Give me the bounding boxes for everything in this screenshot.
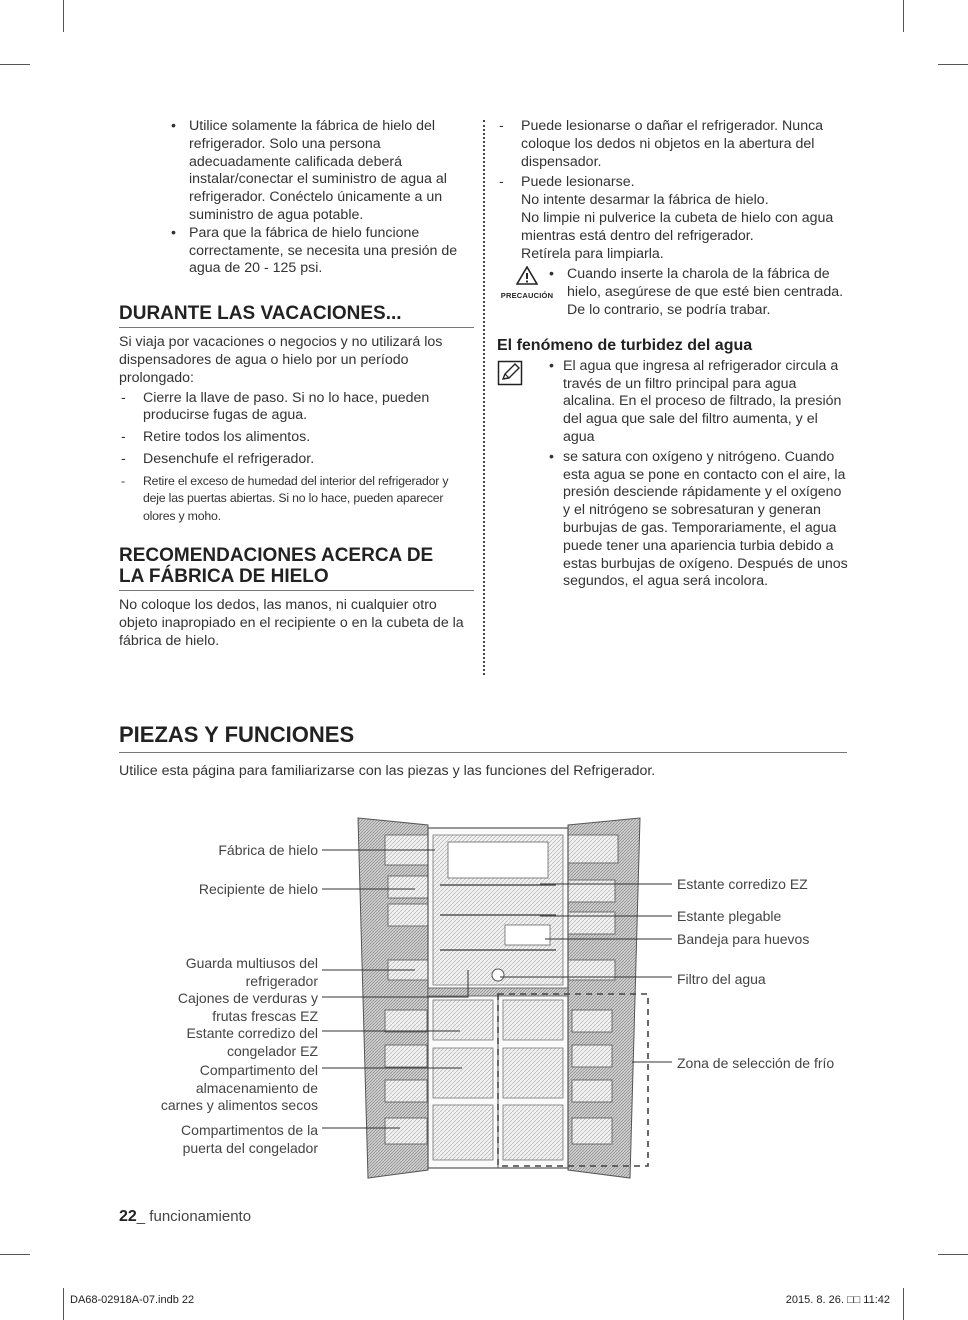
section-name: _ funcionamiento xyxy=(136,1208,252,1225)
list-item: - Retire el exceso de humedad del interior del refrigerador y deje las puertas abiertas. Si no lo hace, pueden aparecer olores y moho. xyxy=(119,473,474,525)
label-recipiente-hielo: Recipiente de hielo xyxy=(198,881,318,897)
page-footer xyxy=(119,1208,251,1226)
file-slug: DA68-02918A-07.indb 22 xyxy=(70,1294,195,1306)
piezas-intro: Utilice esta página para familiarizarse con las piezas y las funciones del Refrigerador. xyxy=(119,763,656,779)
list-item: - Retire todos los alimentos. xyxy=(119,429,474,447)
label-line: Estante corredizo del xyxy=(186,1025,318,1041)
list-item: • Para que la fábrica de hielo funcione correctamente, se necesita una presión de agua de 20 - 125 psi. xyxy=(119,225,474,278)
label-line: Cajones de verduras y xyxy=(177,990,318,1006)
piezas-heading: PIEZAS Y FUNCIONES xyxy=(119,722,847,753)
label-line: refrigerador xyxy=(245,972,318,989)
caution-text2: De lo contrario, se podría trabar. xyxy=(567,301,771,318)
label-zona-frio: Zona de selección de frío xyxy=(677,1055,835,1071)
list-item: - Desenchufe el refrigerador. xyxy=(119,451,474,469)
label-estante-plegable: Estante plegable xyxy=(677,908,782,924)
label-line: Compartimento del xyxy=(199,1062,318,1078)
label-compartimento-carnes xyxy=(161,1062,318,1115)
recomendaciones-heading-line1: RECOMENDACIONES ACERCA DE xyxy=(119,544,434,566)
list-item: • Utilice solamente la fábrica de hielo del refrigerador. Solo una persona adecuadamente calificada deberá instalar/conectar el suministro de agua al refrigerador. Conéctelo únicamente a un suministro de agua potable. xyxy=(119,118,474,225)
list-item-text: Puede lesionarse. xyxy=(521,174,635,191)
list-item: - Cierre la llave de paso. Si no lo hace, pueden producirse fugas de agua. xyxy=(119,390,474,426)
list-item: • Cuando inserte la charola de la fábrica de hielo, asegúrese de que esté bien centrada. xyxy=(497,266,849,302)
list-item-text: No intente desarmar la fábrica de hielo. xyxy=(521,192,769,209)
label-fabrica-hielo: Fábrica de hielo xyxy=(218,842,318,858)
label-line: congelador EZ xyxy=(226,1042,318,1059)
label-cajones-verduras xyxy=(178,990,318,1025)
list-item: • se satura con oxígeno y nitrógeno. Cuando esta agua se pone en contacto con el aire, la presión desciende rápidamente y el oxígeno y el nitrógeno se sobresaturan y generan burbujas de gas. Temporariamente, el agua puede tener una apariencia turbia debido a estas burbujas de oxígeno. Después de unos segundos, el agua será incolora. xyxy=(563,449,849,591)
vacaciones-intro: Si viaja por vacaciones o negocios y no utilizará los dispensadores de agua o hielo por un período prolongado: xyxy=(119,334,443,386)
label-line: Compartimentos de la xyxy=(181,1122,318,1138)
list-item: • El agua que ingresa al refrigerador circula a través de un filtro principal para agua alcalina. En el proceso de filtrado, la presión del agua que sale del filtro aumenta, y el agua xyxy=(563,358,849,447)
list-item: - Puede lesionarse o dañar el refrigerador. Nunca coloque los dedos ni objetos en la abertura del dispensador. xyxy=(497,118,849,171)
label-line: puerta del congelador xyxy=(182,1139,318,1156)
label-line: almacenamiento de xyxy=(195,1079,318,1096)
label-line: frutas frescas EZ xyxy=(212,1007,318,1024)
list-item-text: Retírela para limpiarla. xyxy=(521,245,664,262)
caution-label: PRECAUCIÓN xyxy=(500,291,554,301)
recomendaciones-text: No coloque los dedos, las manos, ni cualquier otro objeto inapropiado en el recipiente o en la cubeta de la fábrica de hielo. xyxy=(119,596,464,649)
recomendaciones-heading-line2: LA FÁBRICA DE HIELO xyxy=(119,565,329,587)
label-bandeja-huevos: Bandeja para huevos xyxy=(677,931,810,947)
label-filtro-agua: Filtro del agua xyxy=(677,971,766,987)
label-estante-corredizo: Estante corredizo EZ xyxy=(677,876,808,892)
turbidez-heading: El fenómeno de turbidez del agua xyxy=(497,336,753,354)
label-estante-congelador xyxy=(186,1025,318,1060)
date-slug: 2015. 8. 26. □□ 11:42 xyxy=(785,1294,890,1306)
label-line: carnes y alimentos secos xyxy=(160,1097,318,1113)
vacaciones-heading: DURANTE LAS VACACIONES... xyxy=(119,303,474,328)
label-line: Guarda multiusos del xyxy=(185,955,318,971)
right-door xyxy=(560,818,640,1178)
label-guarda-multiusos xyxy=(186,955,318,990)
page-number: 22 xyxy=(119,1208,137,1225)
list-item-text: No limpie ni pulverice la cubeta de hielo con agua mientras está dentro del refrigerador. xyxy=(521,209,834,244)
label-compartimentos-puerta xyxy=(181,1122,318,1157)
